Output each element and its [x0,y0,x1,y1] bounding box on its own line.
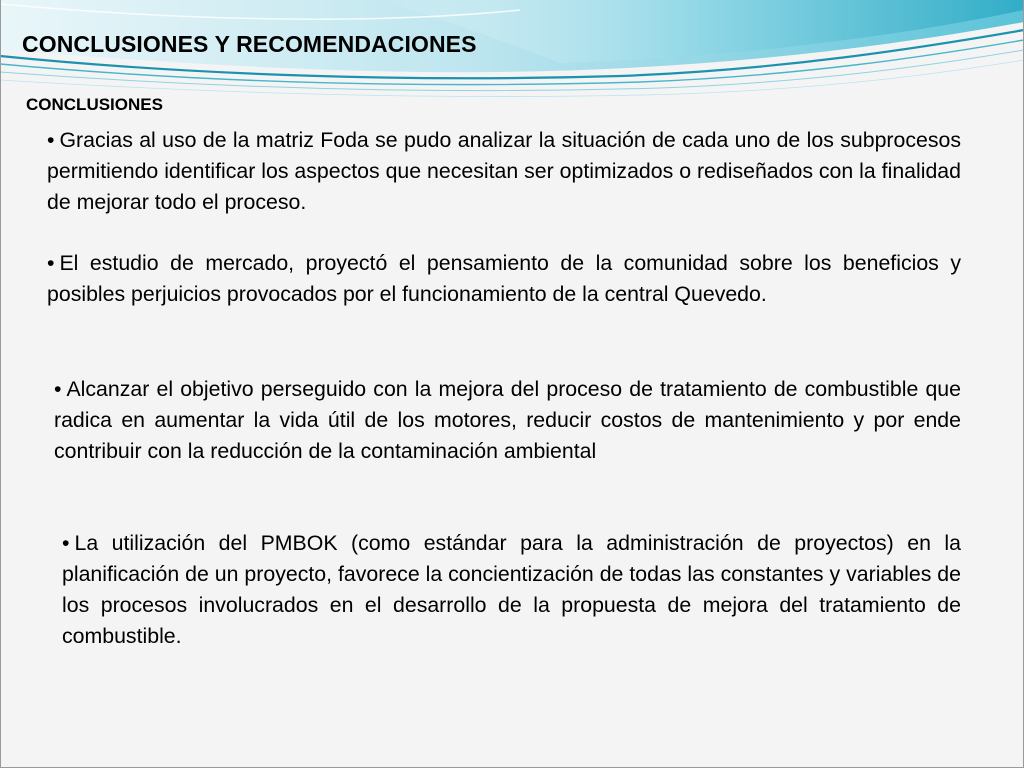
bullet-text: La utilización del PMBOK (como estándar para la administración de proyectos) en la planificación de un proyecto, favorece la concientización de todas las constantes y variables de los procesos involucrados en el desarrollo de la propuesta de mejora del tratamiento de combustible. [62,531,961,648]
bullet-dot: • [47,251,55,275]
bullet-text: Alcanzar el objetivo perseguido con la mejora del proceso de tratamiento de combustible que radica en aumentar la vida útil de los motores, reducir costos de mantenimiento y por ende contribuir con la reducción de la contaminación ambiental [54,377,961,463]
bullet-dot: • [62,531,70,555]
bullet-dot: • [54,377,62,401]
section-heading: CONCLUSIONES [26,95,163,114]
bullet-text: El estudio de mercado, proyectó el pensamiento de la comunidad sobre los beneficios y posibles perjuicios provocados por el funcionamiento de la central Quevedo. [47,251,961,306]
bullet-item [47,125,961,218]
bullet-text: Gracias al uso de la matriz Foda se pudo analizar la situación de cada uno de los subprocesos permitiendo identificar los aspectos que necesitan ser optimizados o rediseñados con la finalidad de mejorar todo el proceso. [47,128,961,214]
bullet-item [62,528,961,652]
bullet-item [54,374,961,467]
slide-title: CONCLUSIONES Y RECOMENDACIONES [22,31,477,57]
bullet-dot: • [47,128,55,152]
bullet-item [47,248,961,310]
